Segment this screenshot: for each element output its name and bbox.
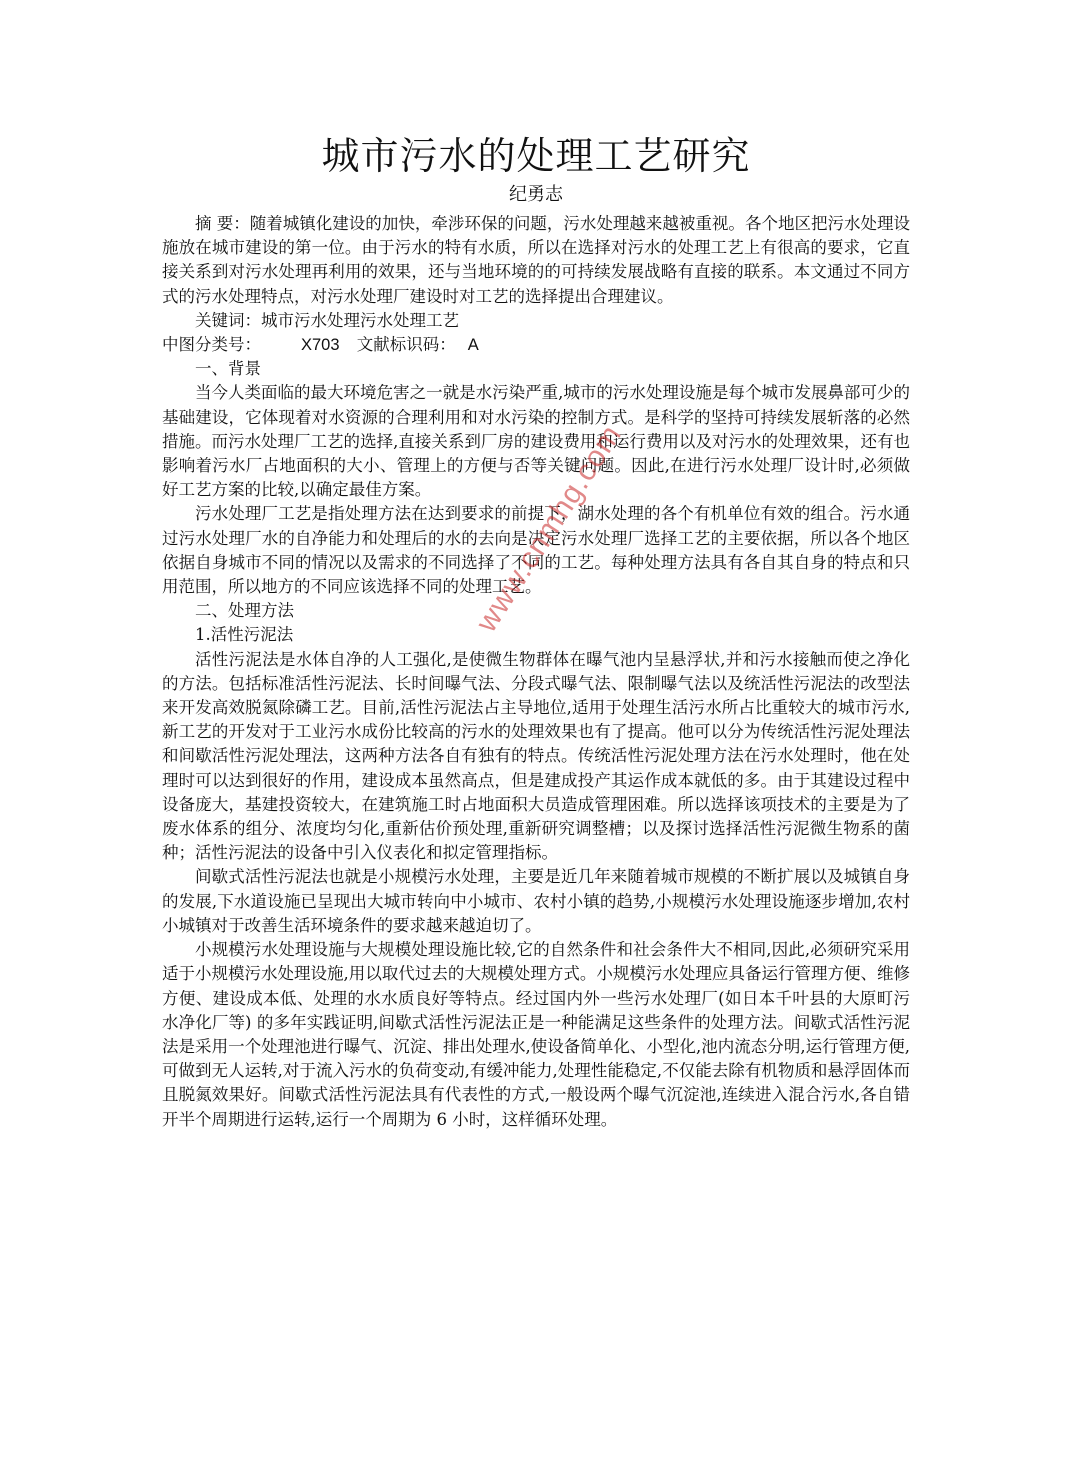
classification-line — [162, 333, 910, 357]
paper-title: 城市污水的处理工艺研究 — [321, 134, 751, 178]
watermark-text: www.cnmhg.com — [470, 418, 629, 638]
doc-code: A — [467, 336, 479, 355]
methods-paragraph-2: 间歇式活性污泥法也就是小规模污水处理，主要是近几年来随着城市规模的不断扩展以及城镇自身的发展,下水道设施已呈现出大城市转向中小城市、农村小镇的趋势,小规模污水处理设施逐步增加,农村小城镇对于改善生活环境条件的要求越来越迫切了。 — [162, 867, 910, 935]
subsection-heading-activated-sludge: 1.活性污泥法 — [195, 625, 294, 645]
background-paragraph-1: 当今人类面临的最大环境危害之一就是水污染严重,城市的污水处理设施是每个城市发展鼻部可少的基础建设，它体现着对水资源的合理利用和对水污染的控制方式。是科学的坚持可持续发展斩落的必然措施。而污水处理厂工艺的选择,直接关系到厂房的建设费用和运行费用以及对污水的处理效果，还有也影响着污水厂占地面积的大小、管理上的方便与否等关键问题。因此,在进行污水处理厂设计时,必须做好工艺方案的比较,以确定最佳方案。 — [162, 383, 910, 500]
methods-paragraph-1: 活性污泥法是水体自净的人工强化,是使微生物群体在曝气池内呈悬浮状,并和污水接触而使之净化的方法。包括标准活性污泥法、长时间曝气法、分段式曝气法、限制曝气法以及统活性污泥法的改型法来开发高效脱氮除磷工艺。目前,活性污泥法占主导地位,适用于处理生活污水所占比重较大的城市污水,新工艺的开发对于工业污水成份比较高的污水的处理效果也有了提高。他可以分为传统活性污泥处理法和间歇活性污泥处理法，这两种方法各自有独有的特点。传统活性污泥处理方法在污水处理时，他在处理时可以达到很好的作用，建设成本虽然高点，但是建成投产其运作成本就低的多。由于其建设过程中设备庞大，基建投资较大，在建筑施工时占地面积大员造成管理困难。所以选择该项技术的主要是为了废水体系的组分、浓度均匀化,重新估价预处理,重新研究调整槽；以及探讨选择活性污泥微生物系的菌种；活性污泥法的设备中引入仪表化和拟定管理指标。 — [162, 649, 910, 863]
section-heading-background: 一、背景 — [195, 359, 261, 379]
clc-label: 中图分类号： — [162, 335, 261, 355]
background-paragraph-2: 污水处理厂工艺是指处理方法在达到要求的前提下，湖水处理的各个有机单位有效的组合。污水通过污水处理厂水的自净能力和处理后的水的去向是决定污水处理厂选择工艺的主要依据，所以各个地区依据自身城市不同的情况以及需求的不同选择了不同的工艺。每种处理方法具有各自其自身的特点和只用范围，所以地方的不同应该选择不同的处理工艺。 — [162, 504, 910, 597]
methods-paragraph-3: 小规模污水处理设施与大规模处理设施比较,它的自然条件和社会条件大不相同,因此,必须研究采用适于小规模污水处理设施,用以取代过去的大规模处理方式。小规模污水处理应具备运行管理方便、维修方便、建设成本低、处理的水水质良好等特点。经过国内外一些污水处理厂(如日本千叶县的大原町污水净化厂等) 的多年实践证明,间歇式活性污泥法正是一种能满足这些条件的处理方法。间歇式活性污泥法是采用一个处理池进行曝气、沉淀、排出处理水,使设备简单化、小型化,池内流态分明,运行管理方便,可做到无人运转,对于流入污水的负荷变动,有缓冲能力,处理性能稳定,不仅能去除有机物质和悬浮固体而且脱氮效果好。间歇式活性污泥法具有代表性的方式,一般设两个曝气沉淀池,连续进入混合污水,各自错开半个周期进行运转,运行一个周期为 6 小时，这样循环处理。 — [162, 940, 910, 1129]
paper-author: 纪勇志 — [509, 184, 563, 205]
clc-code: X703 — [301, 336, 340, 355]
document-page — [162, 130, 910, 1132]
doc-label: 文献标识码： — [356, 335, 456, 355]
keywords-line: 关键词：城市污水处理污水处理工艺 — [195, 310, 459, 330]
section-heading-methods: 二、处理方法 — [195, 601, 294, 621]
abstract-paragraph: 摘 要：随着城镇化建设的加快，牵涉环保的问题，污水处理越来越被重视。各个地区把污水处理设施放在城市建设的第一位。由于污水的特有水质，所以在选择对污水的处理工艺上有很高的要求，它直接关系到对污水处理再利用的效果，还与当地环境的的可持续发展战略有直接的联系。本文通过不同方式的污水处理特点，对污水处理厂建设时对工艺的选择提出合理建议。 — [162, 214, 910, 306]
